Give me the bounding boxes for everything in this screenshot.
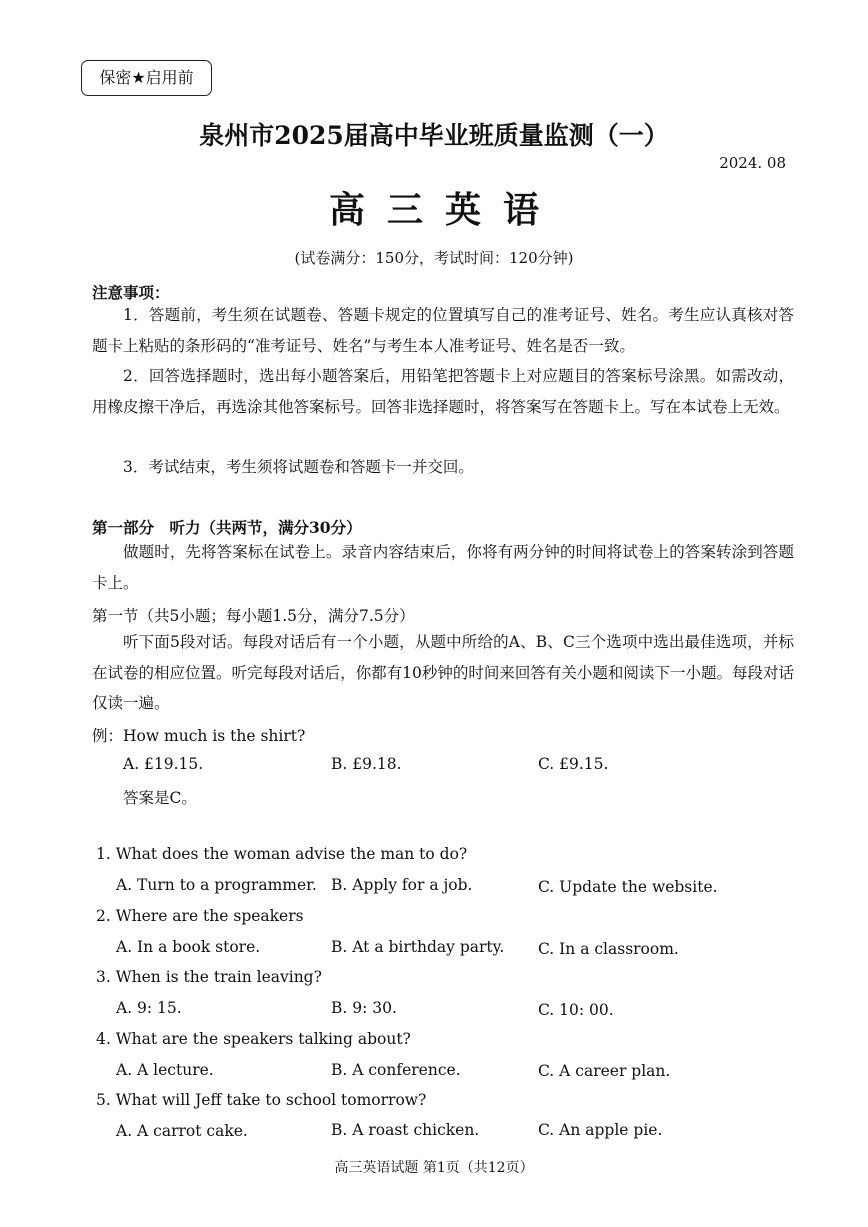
q4-option-c: C. A career plan. (538, 1062, 671, 1080)
q4-option-a: A. A lecture. (116, 1061, 214, 1079)
q5-option-b: B. A roast chicken. (331, 1121, 480, 1139)
q5-option-c: C. An apple pie. (538, 1121, 663, 1139)
part1-heading: 第一部分 听力（共两节，满分30分） (92, 518, 362, 537)
example-option-b: B. £9.18. (331, 755, 402, 773)
q3-option-b: B. 9: 30. (331, 999, 397, 1017)
question-3: 3. When is the train leaving? (96, 968, 322, 986)
q2-option-b: B. At a birthday party. (331, 938, 505, 956)
q1-option-c: C. Update the website. (538, 878, 718, 896)
question-5: 5. What will Jeff take to school tomorrow? (96, 1091, 427, 1109)
q3-option-a: A. 9: 15. (116, 999, 182, 1017)
question-2: 2. Where are the speakers (96, 907, 304, 925)
note-item: 1．答题前，考生须在试题卷、答题卡规定的位置填写自己的准考证号、姓名。考生应认真核对答题卡上粘贴的条形码的“准考证号、姓名”与考生本人准考证号、姓名是否一致。 (92, 306, 794, 355)
page-footer: 高三英语试题 第1页（共12页） (334, 1160, 534, 1176)
example-option-a: A. £19.15. (123, 755, 204, 773)
subject-title: 高三英语 (328, 189, 561, 231)
note-item: 2．回答选择题时，选出每小题答案后，用铅笔把答题卡上对应题目的答案标号涂黑。如需改动，用橡皮擦干净后，再选涂其他答案标号。回答非选择题时，将答案写在答题卡上。写在本试卷上无效。 (92, 367, 794, 416)
question-4: 4. What are the speakers talking about? (96, 1030, 411, 1048)
score-info: (试卷满分：150分，考试时间：120分钟) (294, 249, 574, 267)
q2-option-a: A. In a book store. (116, 938, 261, 956)
notes-heading: 注意事项： (92, 283, 170, 302)
exam-date: 2024. 08 (719, 154, 786, 172)
question-1: 1. What does the woman advise the man to do? (96, 845, 468, 863)
q1-option-b: B. Apply for a job. (331, 876, 473, 894)
section1-intro: 听下面5段对话。每段对话后有一个小题，从题中所给的A、B、C三个选项中选出最佳选项，并标在试卷的相应位置。听完每段对话后，你都有10秒钟的时间来回答有关小题和阅读下一小题。每段对话仅读一遍。 (92, 633, 794, 712)
exam-title: 泉州市2025届高中毕业班质量监测（一） (199, 121, 669, 150)
example-question: 例：How much is the shirt? (92, 727, 306, 745)
section1-heading: 第一节（共5小题；每小题1.5分，满分7.5分） (92, 607, 415, 625)
example-answer: 答案是C。 (123, 789, 197, 807)
q3-option-c: C. 10: 00. (538, 1001, 614, 1019)
q5-option-a: A. A carrot cake. (116, 1122, 248, 1140)
q4-option-b: B. A conference. (331, 1061, 461, 1079)
confidential-badge: 保密★启用前 (81, 60, 212, 96)
q2-option-c: C. In a classroom. (538, 940, 679, 958)
example-option-c: C. £9.15. (538, 755, 609, 773)
q1-option-a: A. Turn to a programmer. (116, 876, 317, 894)
part1-intro: 做题时，先将答案标在试卷上。录音内容结束后，你将有两分钟的时间将试卷上的答案转涂到答题卡上。 (92, 543, 794, 592)
note-item: 3．考试结束，考生须将试题卷和答题卡一并交回。 (123, 458, 474, 476)
